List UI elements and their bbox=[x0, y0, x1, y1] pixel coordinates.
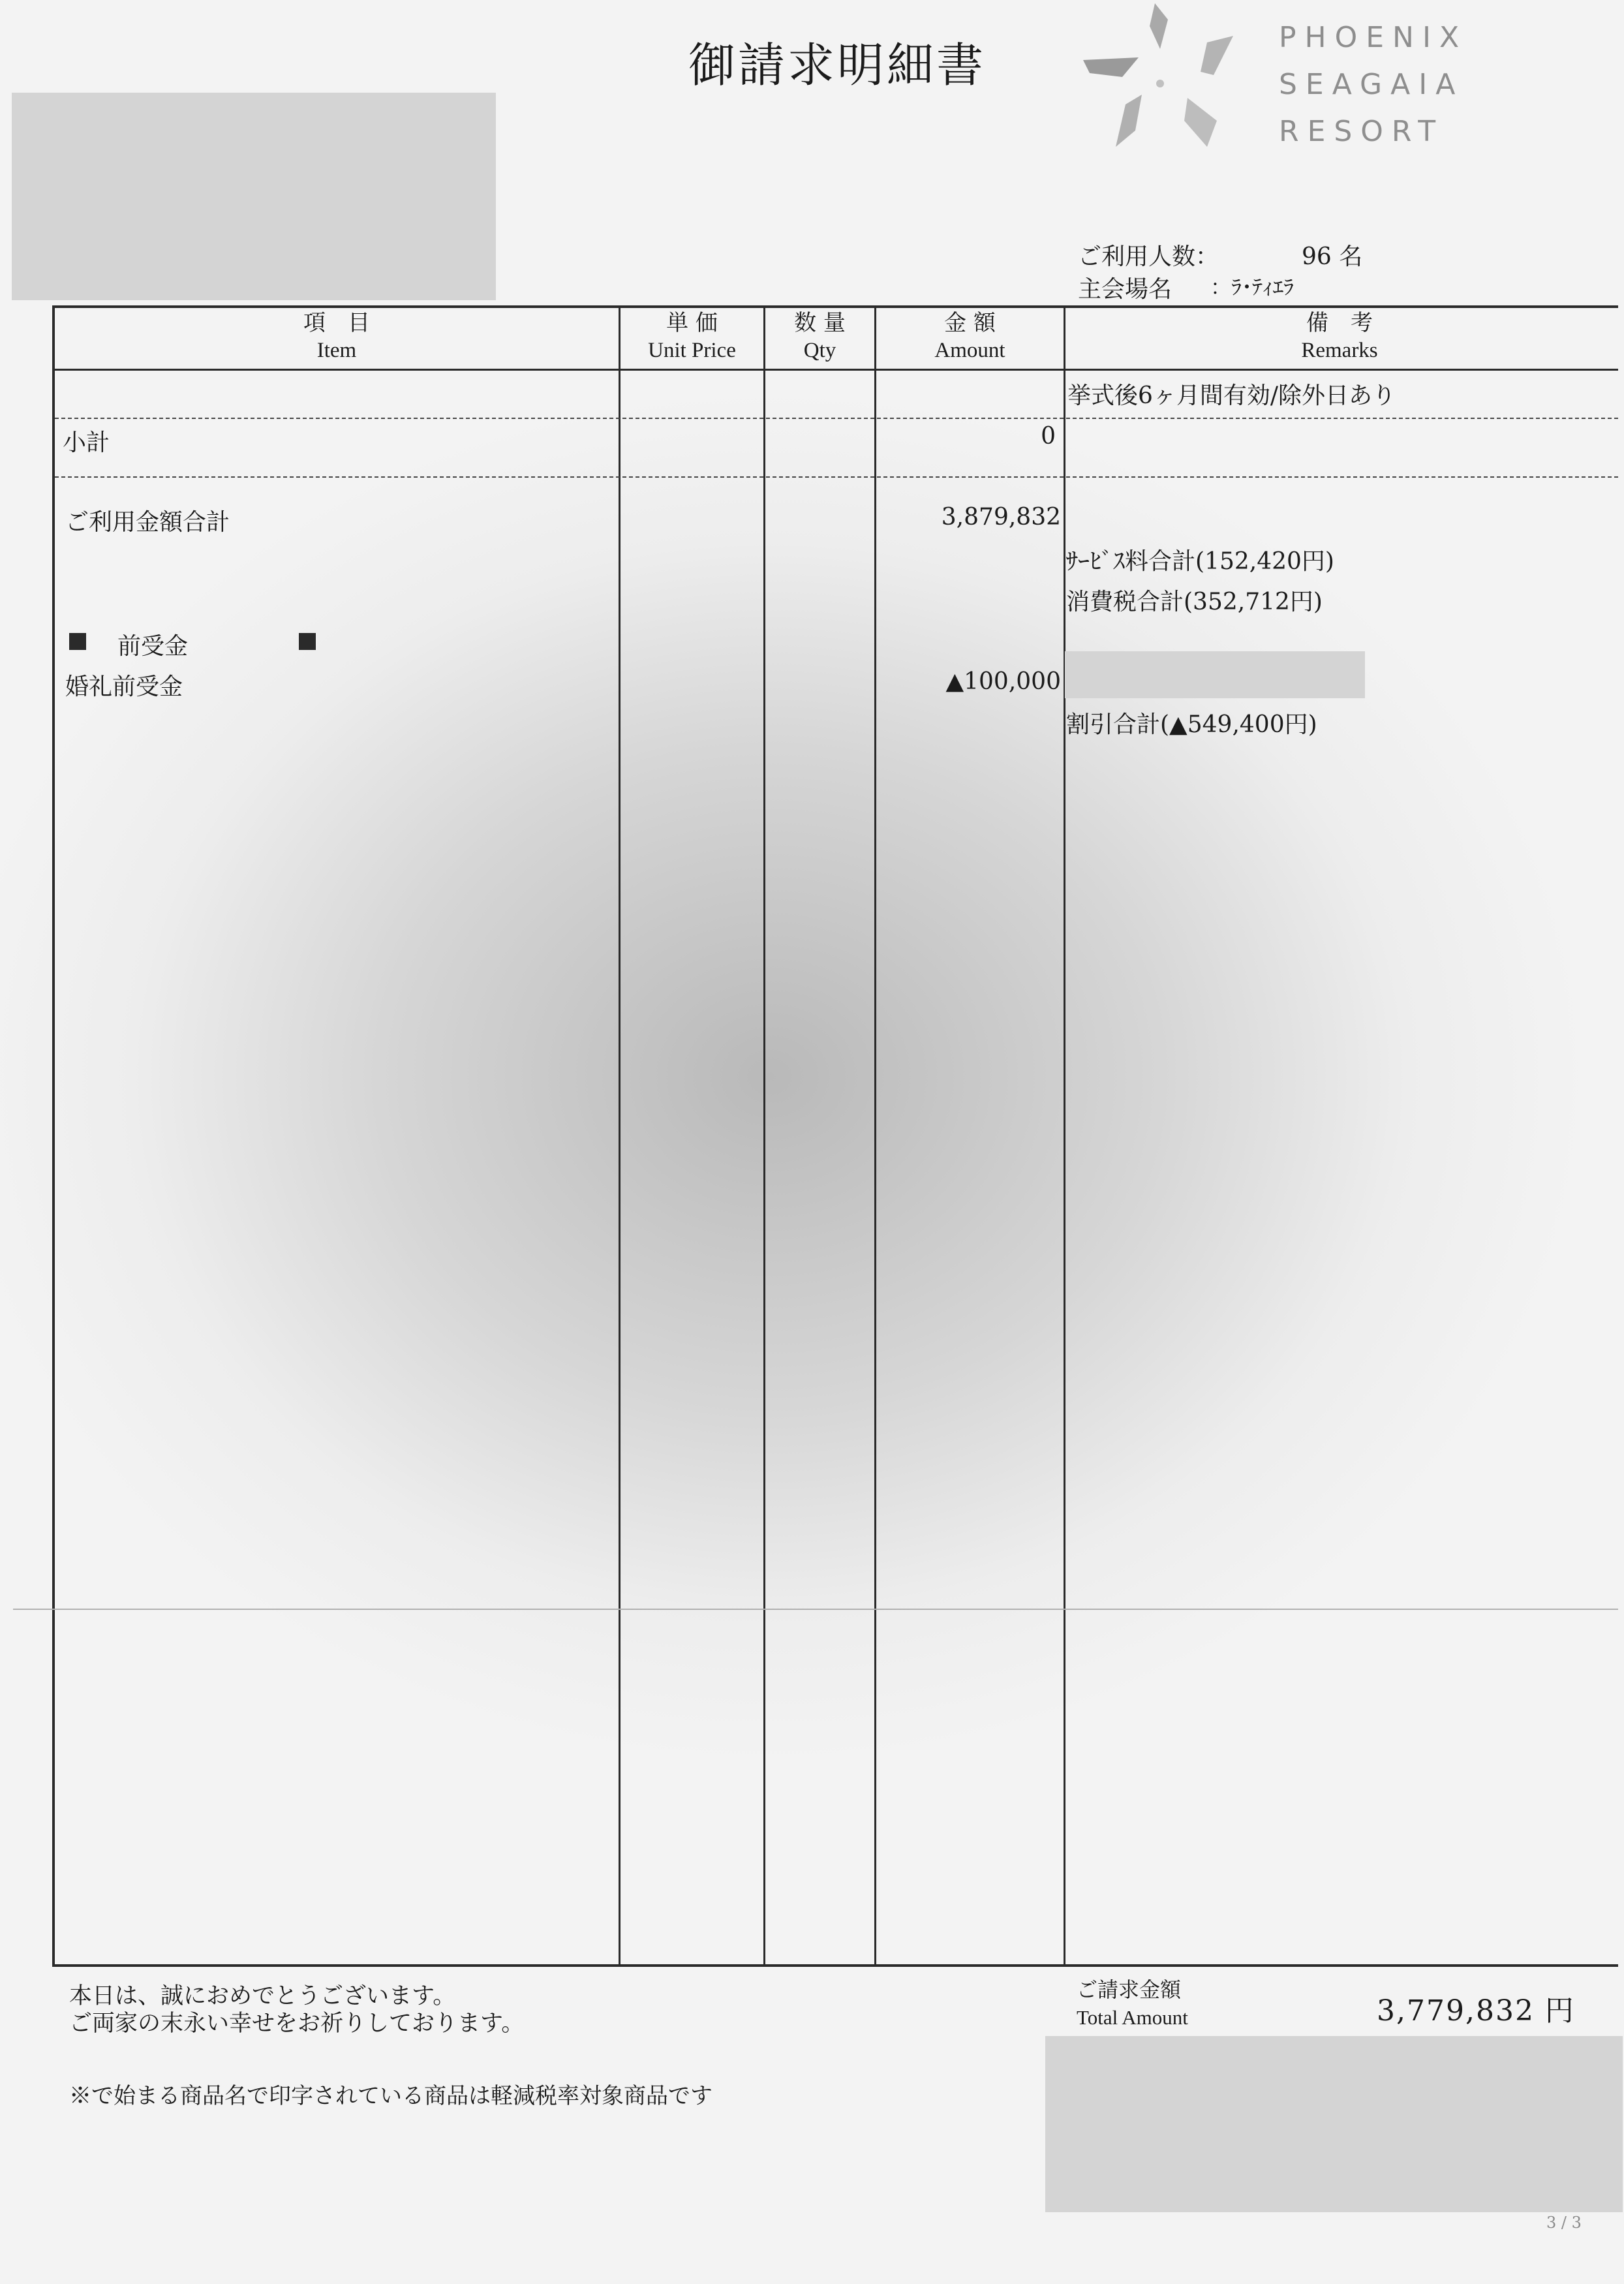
column-separator bbox=[1064, 305, 1065, 1966]
header-unit-price-en: Unit Price bbox=[648, 338, 736, 362]
total-label-jp: ご請求金額 bbox=[1077, 1977, 1182, 2002]
redacted-remark bbox=[1065, 651, 1365, 698]
remark-validity: 挙式後6ヶ月間有効/除外日あり bbox=[1067, 382, 1396, 409]
logo-line-3: RESORT bbox=[1279, 115, 1445, 148]
header-qty-jp: 数 量 bbox=[794, 310, 846, 336]
table-left-border bbox=[52, 305, 55, 1966]
venue-label: 主会場名 bbox=[1078, 276, 1172, 303]
table-top-border bbox=[52, 305, 1618, 308]
header-unit-price bbox=[620, 309, 763, 364]
greeting-line-2: ご両家の末永い幸せをお祈りしております。 bbox=[69, 2011, 525, 2037]
consumption-tax-remark: 消費税合計(352,712円) bbox=[1066, 589, 1323, 615]
wedding-advance-label: 婚礼前受金 bbox=[65, 673, 183, 700]
usage-total-amount: 3,879,832 bbox=[941, 504, 1061, 531]
total-label-en: Total Amount bbox=[1077, 2006, 1188, 2029]
header-item-en: Item bbox=[316, 338, 357, 362]
usage-total-label: ご利用金額合計 bbox=[65, 509, 230, 536]
guests-label: ご利用人数： bbox=[1078, 243, 1219, 270]
header-remarks-jp: 備 考 bbox=[1306, 310, 1373, 336]
venue-value: ：ﾗ･ﾃｨｴﾗ bbox=[1210, 275, 1295, 300]
table-header-bottom-border bbox=[52, 369, 1618, 371]
subtotal-label: 小計 bbox=[63, 429, 110, 456]
redaction-square-icon bbox=[299, 633, 316, 650]
wedding-advance-amount: ▲100,000 bbox=[945, 668, 1061, 695]
logo-line-2: SEAGAIA bbox=[1279, 68, 1464, 101]
logo-text bbox=[1279, 14, 1467, 155]
subtotal-amount: 0 bbox=[1041, 423, 1056, 450]
column-separator bbox=[874, 305, 876, 1966]
redacted-block-bottom bbox=[1045, 2036, 1623, 2212]
redacted-block-top bbox=[12, 93, 496, 300]
header-amount bbox=[876, 309, 1064, 364]
header-remarks bbox=[1065, 309, 1614, 364]
column-separator bbox=[619, 305, 620, 1966]
header-remarks-en: Remarks bbox=[1301, 338, 1378, 362]
row-separator bbox=[55, 476, 1618, 478]
table-bottom-border bbox=[52, 1964, 1618, 1967]
header-qty-en: Qty bbox=[803, 338, 836, 362]
header-unit-price-jp: 単 価 bbox=[666, 310, 718, 336]
header-item-jp: 項 目 bbox=[303, 310, 370, 336]
advance-label: 前受金 bbox=[117, 633, 189, 660]
header-qty bbox=[765, 309, 874, 364]
page-title: 御請求明細書 bbox=[688, 38, 987, 93]
row-separator bbox=[55, 418, 1618, 419]
total-amount: 3,779,832 円 bbox=[1377, 1994, 1575, 2028]
greeting-line-1: 本日は、誠におめでとうございます。 bbox=[69, 1983, 456, 2009]
service-charge-remark: ｻｰﾋﾞｽ料合計(152,420円) bbox=[1066, 548, 1334, 575]
header-amount-en: Amount bbox=[934, 338, 1005, 362]
column-separator bbox=[763, 305, 765, 1966]
page-number: 3 / 3 bbox=[1546, 2214, 1582, 2232]
reduced-tax-note: ※で始まる商品名で印字されている商品は軽減税率対象商品です bbox=[69, 2083, 712, 2109]
guests-value: 96 名 bbox=[1302, 243, 1363, 270]
header-amount-jp: 金 額 bbox=[944, 310, 996, 336]
discount-remark: 割引合計(▲549,400円) bbox=[1066, 711, 1317, 738]
logo-line-1: PHOENIX bbox=[1279, 21, 1468, 54]
row-separator bbox=[13, 1609, 1618, 1610]
header-item bbox=[55, 309, 619, 364]
redaction-square-icon bbox=[69, 633, 86, 650]
logo-mark-icon bbox=[1077, 0, 1246, 160]
